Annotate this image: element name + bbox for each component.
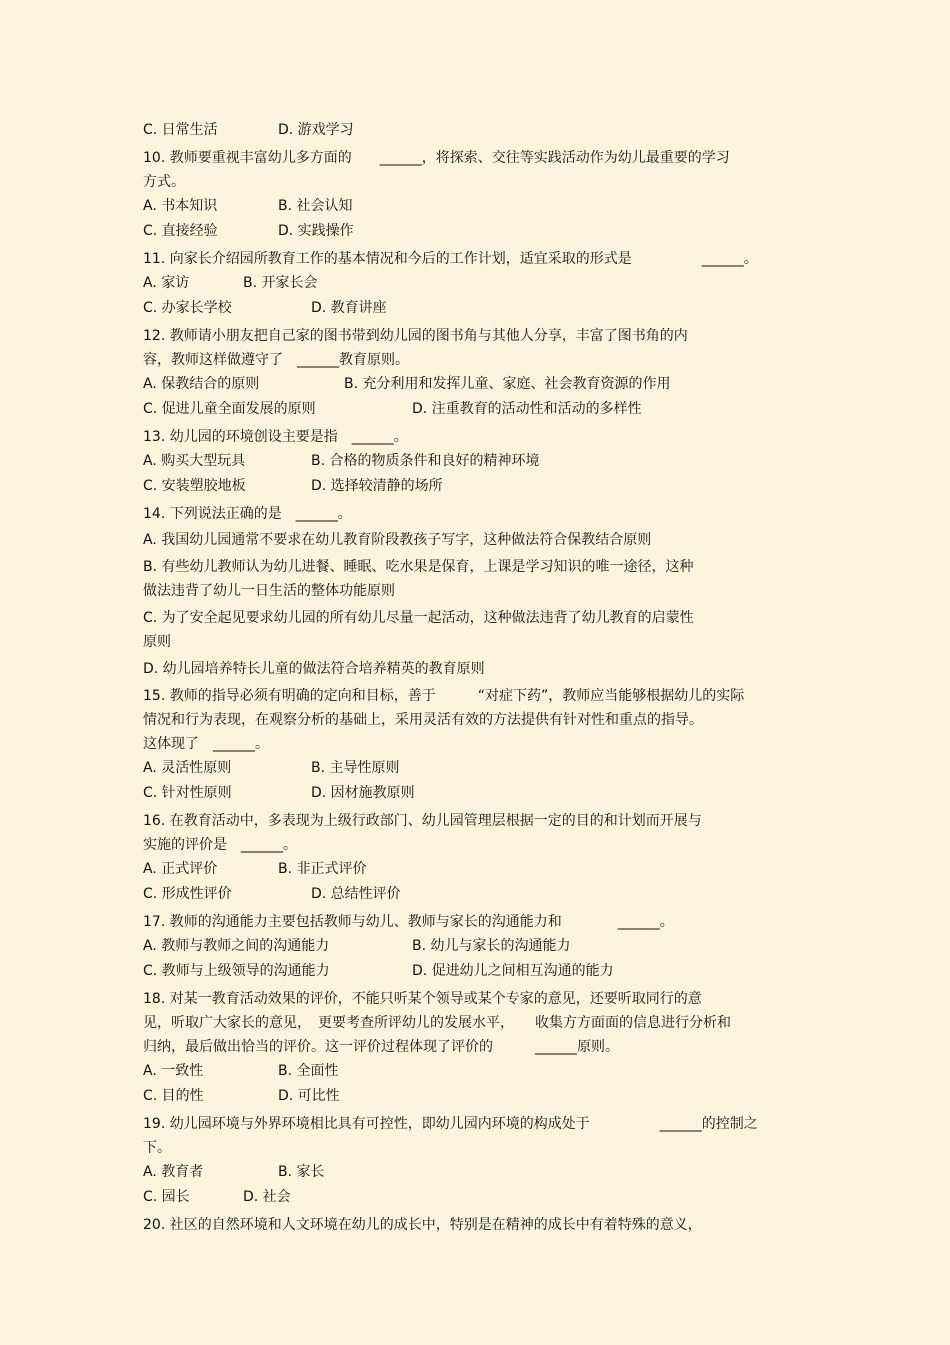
question-line: 17. 教师的沟通能力主要包括教师与幼儿、教师与家长的沟通能力和 ______。 [143,914,674,930]
answer-option: A. 书本知识 [143,198,218,214]
question-stem [143,987,808,1059]
option-row [143,397,808,422]
answer-option: D. 因材施教原则 [311,785,415,801]
answer-options [143,271,808,321]
answer-option: B. 合格的物质条件和良好的精神环境 [311,453,540,469]
option-line: B. 有些幼儿教师认为幼儿进餐、睡眠、吃水果是保育，上课是学习知识的唯一途径，这种 [143,559,694,575]
option-row [143,857,808,882]
answer-option: D. 教育讲座 [311,300,387,316]
answer-option: B. 家长 [278,1164,325,1180]
answer-option: A. 保教结合的原则 [143,376,260,392]
question-line: 15. 教师的指导必须有明确的定向和目标，善于 “对症下药”，教师应当能够根据幼儿的实际 [143,688,745,704]
answer-option: A. 正式评价 [143,861,218,877]
option-row [143,118,808,143]
question-line: 13. 幼儿园的环境创设主要是指 ______。 [143,429,408,445]
question-line: 下。 [143,1140,171,1156]
question-stem [143,425,808,449]
answer-option [143,555,808,603]
question-stem [143,684,808,756]
answer-option: C. 形成性评价 [143,886,232,902]
option-row [143,449,808,474]
answer-option: D. 可比性 [278,1088,340,1104]
answer-option: C. 园长 [143,1189,190,1205]
option-row [143,756,808,781]
answer-option [143,657,808,681]
answer-options [143,756,808,806]
answer-options [143,372,808,422]
option-row [143,271,808,296]
answer-option: D. 总结性评价 [311,886,401,902]
answer-options [143,194,808,244]
question-line: 18. 对某一教育活动效果的评价，不能只听某个领导或某个专家的意见，还要听取同行的意 [143,991,702,1007]
option-line: D. 幼儿园培养特长儿童的做法符合培养精英的教育原则 [143,661,485,677]
answer-option: C. 直接经验 [143,223,218,239]
answer-option: D. 促进幼儿之间相互沟通的能力 [412,963,614,979]
option-row [143,882,808,907]
question-line: 19. 幼儿园环境与外界环境相比具有可控性，即幼儿园内环境的构成处于 ______的控制之 [143,1116,758,1132]
question-line: 方式。 [143,174,185,190]
question-stem [143,910,808,934]
question-stem [143,247,808,271]
answer-option: A. 购买大型玩具 [143,453,246,469]
question-stem [143,1213,808,1237]
option-row [143,1185,808,1210]
answer-option: B. 社会认知 [278,198,353,214]
answer-option: B. 非正式评价 [278,861,367,877]
answer-options [143,1160,808,1210]
question-stem [143,324,808,372]
answer-option: B. 主导性原则 [311,760,400,776]
answer-option: A. 灵活性原则 [143,760,232,776]
option-row [143,219,808,244]
answer-option: C. 目的性 [143,1088,204,1104]
answer-option: C. 促进儿童全面发展的原则 [143,401,316,417]
question-line: 见，听取广大家长的意见， 更要考查所评幼儿的发展水平， 收集方方面面的信息进行分析和 [143,1015,731,1031]
answer-option: A. 教师与教师之间的沟通能力 [143,938,330,954]
option-row [143,1059,808,1084]
question-stem [143,809,808,857]
question-line: 10. 教师要重视丰富幼儿多方面的 ______，将探索、交往等实践活动作为幼儿最重要的学习 [143,150,730,166]
question-line: 20. 社区的自然环境和人文环境在幼儿的成长中，特别是在精神的成长中有着特殊的意义， [143,1217,702,1233]
question-line: 实施的评价是 ______。 [143,837,297,853]
answer-options [143,934,808,984]
answer-options [143,1059,808,1109]
answer-option [143,528,808,552]
answer-option: A. 家访 [143,275,190,291]
answer-option: B. 幼儿与家长的沟通能力 [412,938,571,954]
question-line: 这体现了 ______。 [143,736,269,752]
answer-option: C. 安装塑胶地板 [143,478,246,494]
option-row [143,372,808,397]
question-line: 11. 向家长介绍园所教育工作的基本情况和今后的工作计划，适宜采取的形式是 ______。 [143,251,758,267]
answer-option: C. 针对性原则 [143,785,232,801]
answer-option: A. 教育者 [143,1164,204,1180]
answer-option: D. 注重教育的活动性和活动的多样性 [412,401,642,417]
question-stem [143,502,808,526]
answer-options [143,857,808,907]
question-line: 16. 在教育活动中，多表现为上级行政部门、幼儿园管理层根据一定的目的和计划而开展与 [143,813,702,829]
answer-option: D. 选择较清静的场所 [311,478,443,494]
question-stem [143,146,808,194]
question-list [143,118,808,1237]
answer-options [143,528,808,681]
answer-option: D. 游戏学习 [278,122,354,138]
question-line: 情况和行为表现，在观察分析的基础上，采用灵活有效的方法提供有针对性和重点的指导。 [143,712,703,728]
answer-option [143,606,808,654]
option-row [143,194,808,219]
answer-option: A. 一致性 [143,1063,204,1079]
answer-options [143,449,808,499]
option-row [143,1160,808,1185]
answer-option: B. 充分利用和发挥儿童、家庭、社会教育资源的作用 [344,376,671,392]
answer-options [143,118,808,143]
answer-option: D. 社会 [243,1189,291,1205]
answer-option: C. 教师与上级领导的沟通能力 [143,963,330,979]
question-line: 归纳，最后做出恰当的评价。这一评价过程体现了评价的 ______原则。 [143,1039,619,1055]
answer-option: B. 全面性 [278,1063,339,1079]
option-row [143,296,808,321]
option-line: A. 我国幼儿园通常不要求在幼儿教育阶段教孩子写字，这种做法符合保教结合原则 [143,532,652,548]
answer-option: C. 办家长学校 [143,300,232,316]
option-row [143,474,808,499]
option-line: C. 为了安全起见要求幼儿园的所有幼儿尽量一起活动，这种做法违背了幼儿教育的启蒙性 [143,610,694,626]
answer-option: B. 开家长会 [243,275,318,291]
answer-option: D. 实践操作 [278,223,354,239]
question-stem [143,1112,808,1160]
option-row [143,781,808,806]
option-row [143,1084,808,1109]
option-row [143,934,808,959]
question-line: 14. 下列说法正确的是 ______。 [143,506,352,522]
option-row [143,959,808,984]
question-line: 容，教师这样做遵守了 ______教育原则。 [143,352,409,368]
question-line: 12. 教师请小朋友把自己家的图书带到幼儿园的图书角与其他人分享，丰富了图书角的内 [143,328,688,344]
answer-option: C. 日常生活 [143,122,218,138]
option-line: 做法违背了幼儿一日生活的整体功能原则 [143,583,395,599]
option-line: 原则 [143,634,171,650]
